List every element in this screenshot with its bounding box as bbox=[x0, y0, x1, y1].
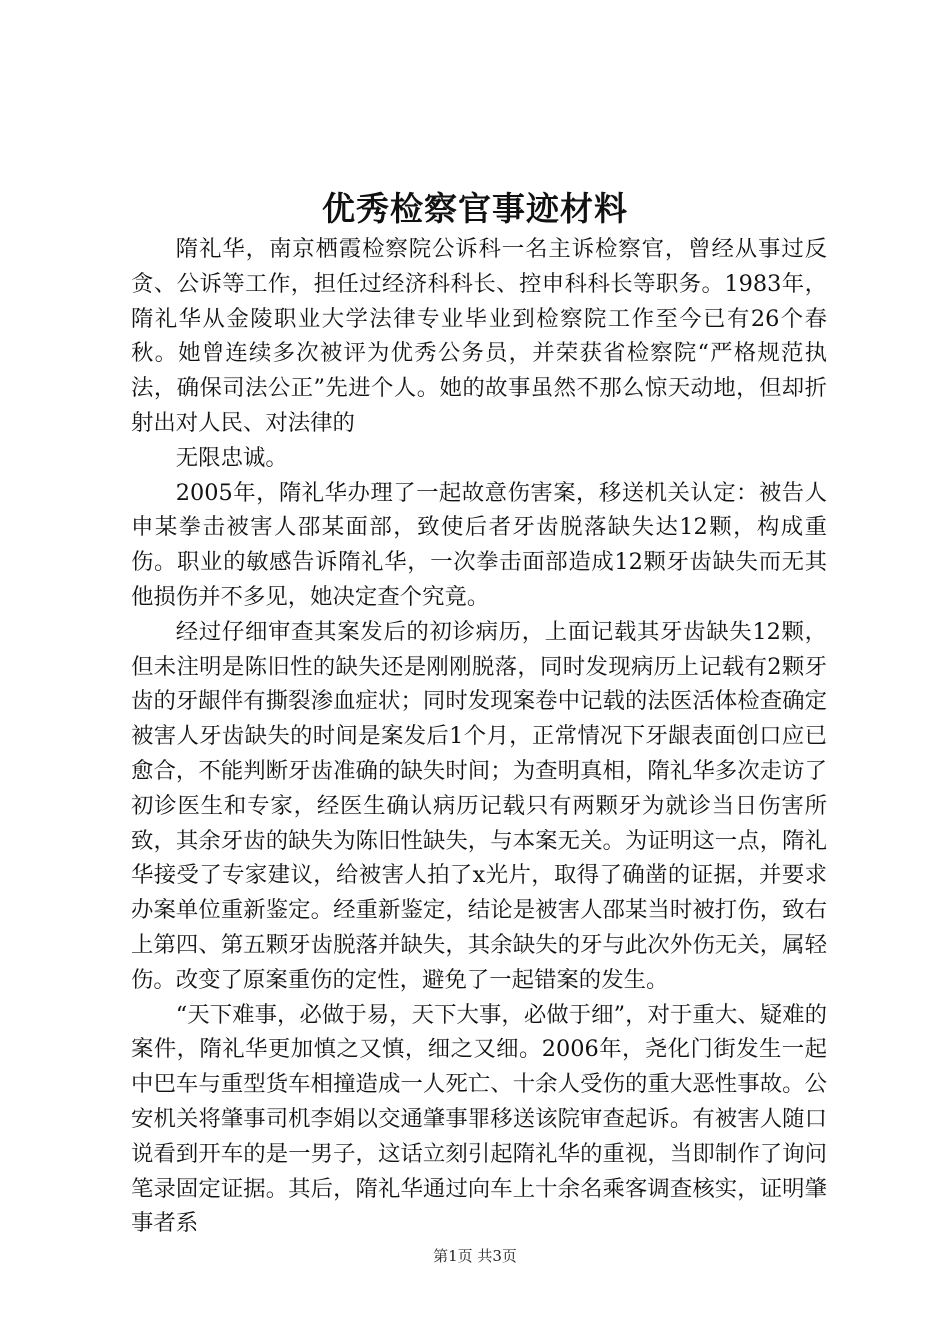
paragraph-2: 无限忠诚。 bbox=[175, 444, 288, 471]
paragraph-5: “天下难事，必做于易，天下大事，必做于细”，对于重大、疑难的案件，隋礼华更加慎之又慎，细之又细。2006年，尧化门街发生一起中巴车与重型货车相撞造成一人死亡、十余人受伤的重大恶性事故。公安机关将肇事司机李娟以交通肇事罪移送该院审查起诉。有被害人随口说看到开车的是一男子，这话立刻引起隋礼华的重视，当即制作了询问笔录固定证据。其后，隋礼华通过向车上十余名乘客调查核实，证明肇事者系 bbox=[131, 1001, 827, 1237]
document-body bbox=[131, 232, 827, 1241]
paragraph-3: 2005年，隋礼华办理了一起故意伤害案，移送机关认定：被告人申某拳击被害人邵某面部，致使后者牙齿脱落缺失达12颗，构成重伤。职业的敏感告诉隋礼华，一次拳击面部造成12颗牙齿缺失而无其他损伤并不多见，她决定查个究竟。 bbox=[131, 479, 827, 610]
paragraph-1: 隋礼华，南京栖霞检察院公诉科一名主诉检察官，曾经从事过反贪、公诉等工作，担任过经济科科长、控申科科长等职务。1983年，隋礼华从金陵职业大学法律专业毕业到检察院工作至今已有26个春秋。她曾连续多次被评为优秀公务员，并荣获省检察院“严格规范执法，确保司法公正”先进个人。她的故事虽然不那么惊天动地，但却折射出对人民、对法律的 bbox=[131, 236, 827, 436]
paragraph-4: 经过仔细审查其案发后的初诊病历，上面记载其牙齿缺失12颗，但未注明是陈旧性的缺失还是刚刚脱落，同时发现病历上记载有2颗牙齿的牙龈伴有撕裂渗血症状；同时发现案卷中记载的法医活体检查确定被害人牙齿缺失的时间是案发后1个月，正常情况下牙龈表面创口应已愈合，不能判断牙齿准确的缺失时间；为查明真相，隋礼华多次走访了初诊医生和专家，经医生确认病历记载只有两颗牙为就诊当日伤害所致，其余牙齿的缺失为陈旧性缺失，与本案无关。为证明这一点，隋礼华接受了专家建议，给被害人拍了x光片，取得了确凿的证据，并要求办案单位重新鉴定。经重新鉴定，结论是被害人邵某当时被打伤，致右上第四、第五颗牙齿脱落并缺失，其余缺失的牙与此次外伤无关，属轻伤。改变了原案重伤的定性，避免了一起错案的发生。 bbox=[131, 618, 827, 993]
document-title: 优秀检察官事迹材料 bbox=[322, 189, 628, 228]
page-number-footer: 第1页 共3页 bbox=[433, 1247, 517, 1265]
